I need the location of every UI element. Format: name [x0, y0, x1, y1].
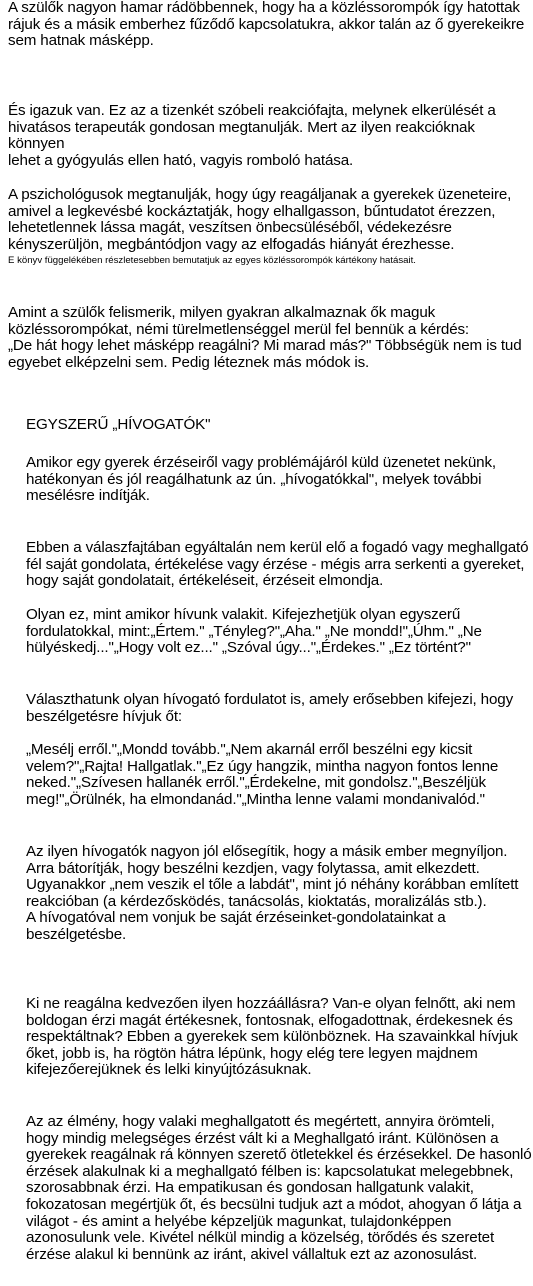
footnote: E könyv függelékében részletesebben bemutatjuk az egyes közléssorompók kártékony hatásait.: [8, 255, 416, 266]
paragraph-1: A szülők nagyon hamar rádöbbennek, hogy ha a közléssorompók így hatottak rájuk és a másik emberhez fűződő kapcsolatukra, akkor talán az ő gyerekeikre sem hatnak másképp.: [8, 0, 525, 50]
paragraph-12: Az az élmény, hogy valaki meghallgatott és megértett, annyira örömteli, hogy mindig melegséges érzést vált ki a Meghallgató iránt. Különösen a gyerekek reagálnak rá könnyen szerető ötletekkel és érzésekkel. De hasonló érzések alakulnak ki a meghallgató félben is: kapcsolatukat melegebbnek, szorosabbnak érzi. Ha empatikusan és gondosan hallgatunk valakit, fokozatosan megértjük őt, és becsülni tudjuk azt a módot, ahogyan ő látja a világot - és amint a helyébe képzeljük magunkat, tulajdonképpen azonosulunk vele. Kivétel nélkül mindig a közelség, törődés és szeretet érzése alakul ki bennünk az iránt, akivel vállaltuk ezt az azonosulást.: [26, 1113, 532, 1263]
section-heading: EGYSZERŰ „HÍVOGATÓK": [26, 416, 211, 433]
paragraph-4: Amint a szülők felismerik, milyen gyakran alkalmaznak ők maguk közléssorompókat, némi türelmetlenséggel merül fel bennük a kérdés: „De hát hogy lehet másképp reagálni? Mi marad más?" Többségük nem is tud egyebet elképzelni sem. Pedig léteznek más módok is.: [8, 304, 522, 371]
paragraph-11: Ki ne reagálna kedvezően ilyen hozzáállásra? Van-e olyan felnőtt, aki nem boldogan érzi magát értékesnek, fontosnak, elfogadottnak, érdekesnek és respektáltnak? Ebben a gyerekek sem különböznek. Ha szavainkkal hívjuk őket, jobb is, ha rögtön hátra lépünk, hogy elég tere legyen majdnem kifejezőerejüknek és lelki kinyújtózásuknak.: [26, 995, 518, 1079]
paragraph-7: Olyan ez, mint amikor hívunk valakit. Kifejezhetjük olyan egyszerű fordulatokkal, mint:„Értem." „Tényleg?"„Aha." „Ne mondd!"„Úhm." „Ne hülyéskedj..."„Hogy volt ez..." „Szóval úgy..."„Érdekes." „Ez történt?": [26, 606, 482, 657]
paragraph-5: Amikor egy gyerek érzéseiről vagy problémájáról küld üzenetet nekünk, hatékonyan és jól reagálhatunk az ún. „hívogatókkal", melyek további mesélésre indítják.: [26, 454, 496, 505]
paragraph-6: Ebben a válaszfajtában egyáltalán nem kerül elő a fogadó vagy meghallgató fél saját gondolata, értékelése vagy érzése - mégis arra serkenti a gyereket, hogy saját gondolatait, értékeléseit, érzéseit elmondja.: [26, 539, 529, 590]
paragraph-9: „Mesélj erről."„Mondd tovább."„Nem akarnál erről beszélni egy kicsit velem?"„Rajta! Hallgatlak."„Ez úgy hangzik, mintha nagyon fontos lenne neked."„Szívesen hallanék erről."„Érdekelne, mit gondolsz."„Beszéljük meg!"„Örülnék, ha elmondanád."„Mintha lenne valami mondanivalód.": [26, 741, 499, 808]
paragraph-8: Választhatunk olyan hívogató fordulatot is, amely erősebben kifejezi, hogy beszélgetésre hívjuk őt:: [26, 691, 514, 725]
paragraph-2: És igazuk van. Ez az a tizenkét szóbeli reakciófajta, melynek elkerülését a hivatásos terapeuták gondosan megtanulják. Mert az ilyen reakcióknak könnyen lehet a gyógyulás ellen ható, vagyis romboló hatása.: [8, 102, 496, 169]
paragraph-10: Az ilyen hívogatók nagyon jól elősegítik, hogy a másik ember megnyíljon. Arra bátorítják, hogy beszélni kezdjen, vagy folytassa, amit elkezdett. Ugyanakkor „nem veszik el tőle a labdát", mint jó néhány korábban említett reakcióban (a kérdezősködés, tanácsolás, kioktatás, moralizálás stb.). A hívogatóval nem vonjuk be saját érzéseinket-gondolatainkat a beszélgetésbe.: [26, 843, 519, 943]
paragraph-3: A pszichológusok megtanulják, hogy úgy reagáljanak a gyerekek üzeneteire, amivel a legkevésbé kockáztatják, hogy elhallgasson, bűntudatot érezzen, lehetetlennek lássa magát, veszítsen önbecsüléséből, védekezésre kényszerüljön, megbántódjon vagy az elfogadás hiányát érezhesse.: [8, 186, 512, 253]
